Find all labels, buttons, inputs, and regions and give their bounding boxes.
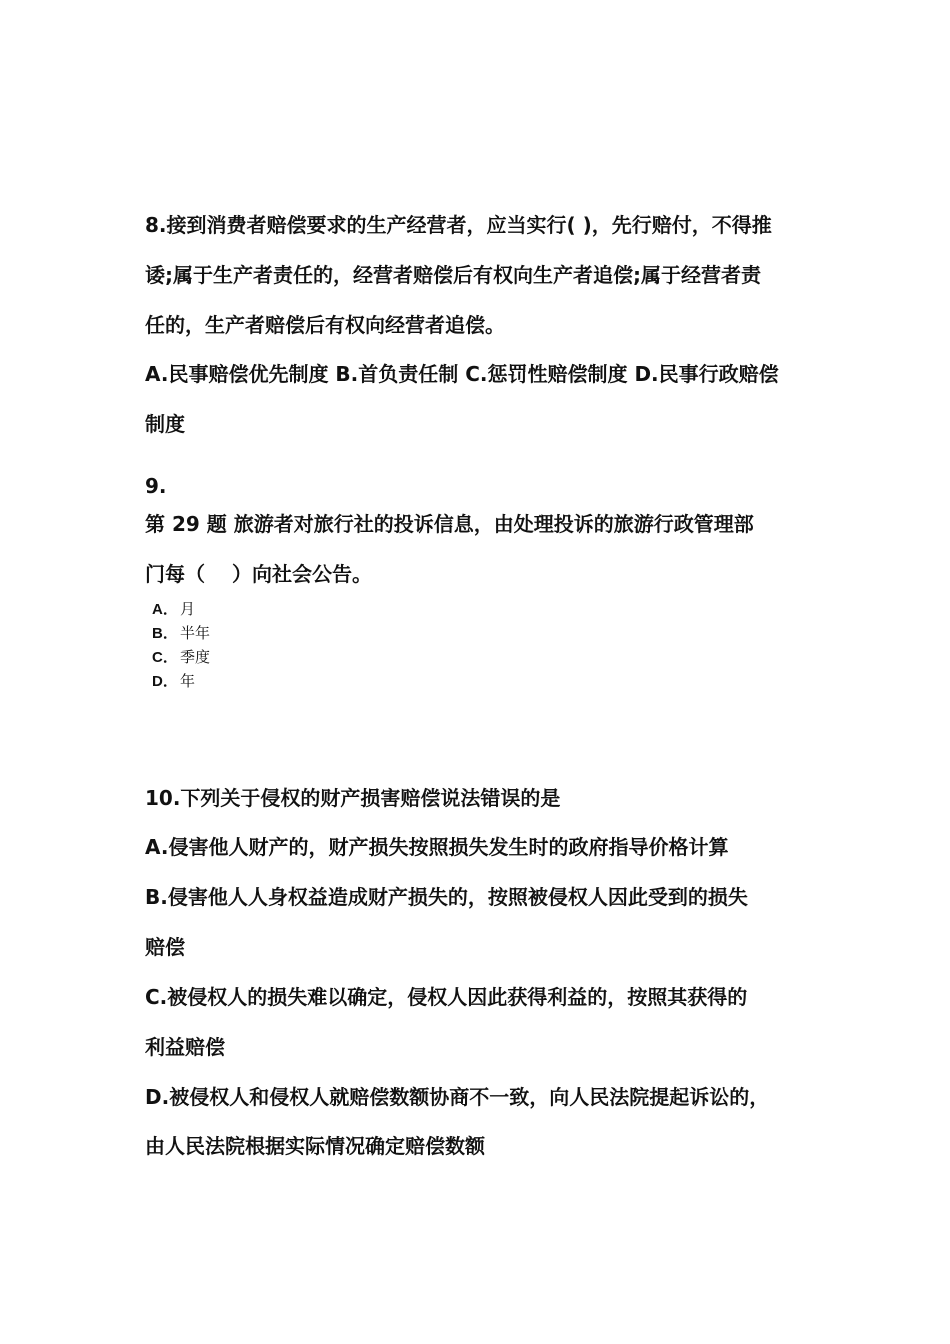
option-text: 月 <box>180 600 196 618</box>
q9-option-d <box>152 671 195 692</box>
q9-line-1: 第 29 题 旅游者对旅行社的投诉信息，由处理投诉的旅游行政管理部 <box>145 512 754 536</box>
option-text: 季度 <box>180 648 211 666</box>
q10-option-b-line-2: 赔偿 <box>145 935 185 959</box>
q9-option-a <box>152 599 195 620</box>
option-text: 半年 <box>180 624 211 642</box>
q8-options-line-2: 制度 <box>145 412 185 436</box>
q10-option-b-line-1: B.侵害他人人身权益造成财产损失的，按照被侵权人因此受到的损失 <box>145 885 748 909</box>
q10-option-d-line-1: D.被侵权人和侵权人就赔偿数额协商不一致，向人民法院提起诉讼的， <box>145 1085 770 1109</box>
option-letter: D． <box>152 673 178 690</box>
q9-option-b <box>152 623 210 644</box>
q9-line-2: 门每（ ）向社会公告。 <box>145 562 372 586</box>
q8-line-1: 8.接到消费者赔偿要求的生产经营者，应当实行( )，先行赔付，不得推 <box>145 213 772 237</box>
q8-line-2: 诿;属于生产者责任的，经营者赔偿后有权向生产者追偿;属于经营者责 <box>145 263 761 287</box>
q9-option-c <box>152 647 210 668</box>
option-letter: A． <box>152 601 178 618</box>
option-letter: B． <box>152 625 178 642</box>
q10-option-d-line-2: 由人民法院根据实际情况确定赔偿数额 <box>145 1134 485 1158</box>
q10-option-c-line-1: C.被侵权人的损失难以确定，侵权人因此获得利益的，按照其获得的 <box>145 985 748 1009</box>
q8-options-line-1: A.民事赔偿优先制度 B.首负责任制 C.惩罚性赔偿制度 D.民事行政赔偿 <box>145 362 779 386</box>
q9-number: 9. <box>145 474 167 498</box>
option-letter: C． <box>152 649 178 666</box>
q10-option-c-line-2: 利益赔偿 <box>145 1035 225 1059</box>
q10-line-1: 10.下列关于侵权的财产损害赔偿说法错误的是 <box>145 786 561 810</box>
q8-line-3: 任的，生产者赔偿后有权向经营者追偿。 <box>145 313 505 337</box>
option-text: 年 <box>180 672 196 690</box>
q10-option-a: A.侵害他人财产的，财产损失按照损失发生时的政府指导价格计算 <box>145 835 729 859</box>
